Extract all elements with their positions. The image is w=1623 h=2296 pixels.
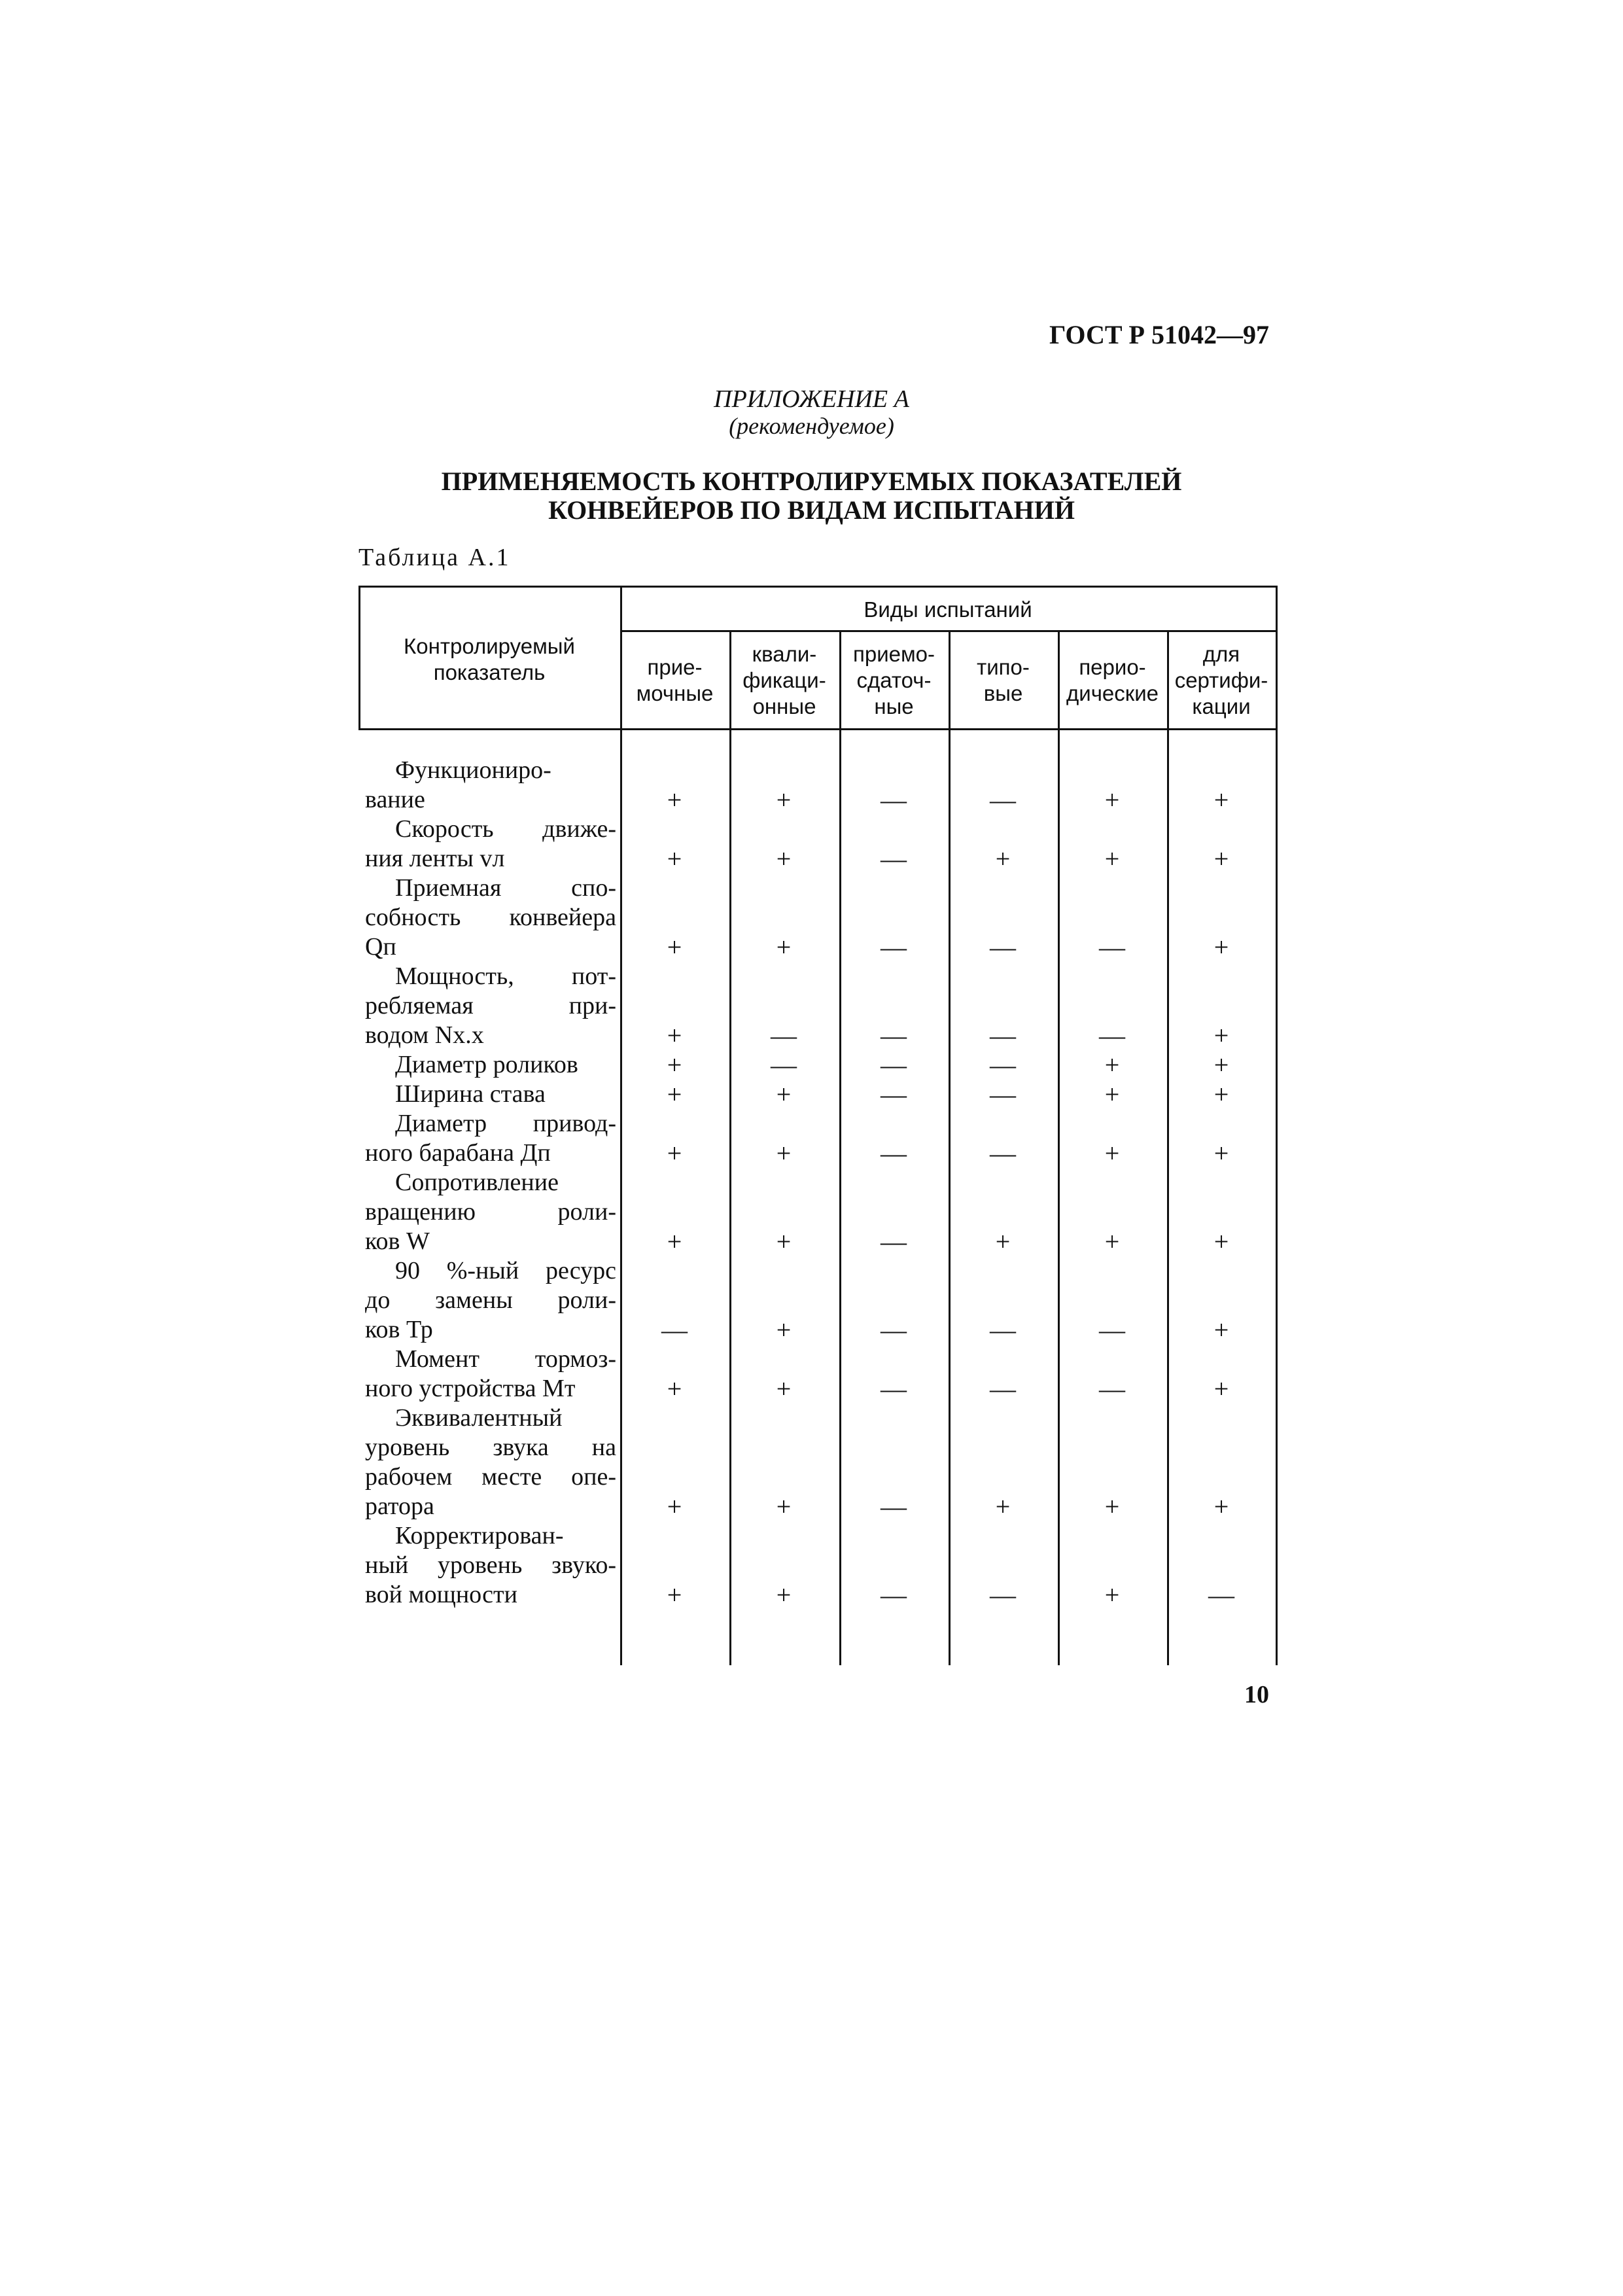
indicator-text-line: водом Nх.х [365, 1021, 484, 1049]
plus-mark: + [1213, 785, 1229, 815]
table-row-indicator [365, 962, 616, 1050]
indicator-text-line: ный уровень звуко- [365, 1551, 616, 1579]
document-id: ГОСТ Р 51042—97 [1049, 320, 1269, 349]
dash-mark: — [771, 1050, 797, 1080]
dash-mark: — [881, 785, 907, 815]
column-header [949, 654, 1058, 707]
plus-mark: + [1104, 785, 1120, 815]
column-header-line: вые [983, 681, 1023, 705]
indicator-text-line: вращению роли- [365, 1198, 616, 1226]
column-header [729, 641, 839, 720]
table-label: Таблица А.1 [358, 544, 511, 571]
indicator-text-line: рабочем месте опе- [365, 1463, 616, 1491]
plus-mark: + [667, 1139, 682, 1168]
indicator-text-line: Функциониро- [395, 756, 551, 784]
plus-mark: + [995, 1227, 1011, 1256]
dash-mark: — [1099, 1021, 1125, 1050]
plus-mark: + [776, 1492, 792, 1521]
indicator-text-line: вой мощности [365, 1581, 517, 1608]
dash-mark: — [990, 785, 1016, 815]
plus-mark: + [776, 1315, 792, 1345]
plus-mark: + [1104, 1580, 1120, 1610]
plus-mark: + [667, 1227, 682, 1256]
indicator-text-line: вание [365, 786, 425, 813]
plus-mark: + [1213, 1315, 1229, 1345]
dash-mark: — [990, 932, 1016, 962]
indicator-text-line: Диаметр роликов [395, 1051, 578, 1078]
table-row-indicator [365, 1080, 616, 1109]
plus-mark: + [1104, 1227, 1120, 1256]
dash-mark: — [881, 1080, 907, 1109]
plus-mark: + [1104, 1139, 1120, 1168]
table-right-border [1276, 586, 1278, 1665]
appendix-title: ПРИЛОЖЕНИЕ А [714, 385, 909, 413]
plus-mark: + [667, 1080, 682, 1109]
indicator-text-line: ков Тр [365, 1316, 433, 1343]
indicator-text-line: ния ленты vл [365, 845, 505, 872]
plus-mark: + [1213, 1080, 1229, 1109]
indicator-text-line: ков W [365, 1227, 430, 1255]
plus-mark: + [667, 844, 682, 874]
indicator-text-line: Корректирован- [395, 1522, 564, 1549]
indicator-text-line: Qп [365, 933, 396, 961]
dash-mark: — [881, 1580, 907, 1610]
column-header-line: кации [1192, 694, 1251, 718]
dash-mark: — [881, 1021, 907, 1050]
column-header [839, 641, 949, 720]
section-heading-line-1: ПРИМЕНЯЕМОСТЬ КОНТРОЛИРУЕМЫХ ПОКАЗАТЕЛЕЙ [441, 467, 1182, 496]
indicator-text-line: Момент тормоз- [395, 1345, 616, 1373]
table-row-indicator [365, 1256, 616, 1345]
table-row-indicator [365, 1168, 616, 1256]
column-header-line: приемо- [852, 642, 935, 666]
dash-mark: — [1208, 1580, 1234, 1610]
dash-mark: — [881, 1374, 907, 1404]
column-header-line: типо- [977, 655, 1030, 679]
plus-mark: + [1213, 1374, 1229, 1404]
table-row-indicator [365, 1521, 616, 1610]
plus-mark: + [667, 932, 682, 962]
table-header-bottom-border [358, 728, 1278, 730]
plus-mark: + [1104, 1492, 1120, 1521]
table-row-indicator [365, 1404, 616, 1521]
column-header [620, 654, 729, 707]
indicator-text-line: ного устройства Мт [365, 1375, 576, 1402]
plus-mark: + [776, 932, 792, 962]
test-types-group-header: Виды испытаний [864, 597, 1032, 622]
column-header-line: сертифи- [1174, 668, 1268, 692]
column-header-line: дические [1066, 681, 1159, 705]
plus-mark: + [667, 1492, 682, 1521]
indicator-text-line: Эквивалентный [395, 1404, 563, 1432]
plus-mark: + [776, 1080, 792, 1109]
indicator-text-line: Сопротивление [395, 1169, 559, 1196]
dash-mark: — [990, 1021, 1016, 1050]
appendix-subtitle: (рекомендуемое) [729, 413, 894, 439]
indicator-column-header [358, 633, 620, 686]
plus-mark: + [1104, 844, 1120, 874]
dash-mark: — [990, 1139, 1016, 1168]
column-header-line: фикаци- [742, 668, 826, 692]
plus-mark: + [995, 1492, 1011, 1521]
plus-mark: + [1213, 1050, 1229, 1080]
plus-mark: + [1213, 844, 1229, 874]
dash-mark: — [990, 1050, 1016, 1080]
dash-mark: — [881, 1492, 907, 1521]
plus-mark: + [667, 1050, 682, 1080]
indicator-text-line: ного барабана Дп [365, 1139, 551, 1167]
dash-mark: — [881, 1315, 907, 1345]
plus-mark: + [1213, 1139, 1229, 1168]
indicator-text-line: 90 %-ный ресурс [395, 1257, 616, 1284]
plus-mark: + [1213, 1227, 1229, 1256]
indicator-text-line: Приемная спо- [395, 874, 616, 902]
column-header-line: онные [752, 694, 816, 718]
indicator-text-line: Мощность, пот- [395, 963, 616, 990]
table-row-indicator [365, 756, 616, 815]
indicator-text-line: ребляемая при- [365, 992, 616, 1019]
plus-mark: + [667, 1021, 682, 1050]
section-heading-line-2: КОНВЕЙЕРОВ ПО ВИДАМ ИСПЫТАНИЙ [548, 495, 1075, 525]
indicator-header-line: показатель [433, 660, 546, 684]
dash-mark: — [881, 932, 907, 962]
indicator-text-line: ратора [365, 1492, 434, 1520]
dash-mark: — [661, 1315, 688, 1345]
dash-mark: — [1099, 1374, 1125, 1404]
plus-mark: + [1213, 1492, 1229, 1521]
table-row-indicator [365, 1345, 616, 1404]
table-row-indicator [365, 1109, 616, 1168]
dash-mark: — [1099, 1315, 1125, 1345]
table-top-border [358, 586, 1278, 588]
dash-mark: — [990, 1315, 1016, 1345]
column-header [1167, 641, 1276, 720]
dash-mark: — [771, 1021, 797, 1050]
dash-mark: — [881, 1227, 907, 1256]
column-header-line: прие- [647, 655, 703, 679]
dash-mark: — [990, 1580, 1016, 1610]
plus-mark: + [776, 785, 792, 815]
column-header [1058, 654, 1167, 707]
dash-mark: — [990, 1374, 1016, 1404]
plus-mark: + [1213, 1021, 1229, 1050]
page-number: 10 [1244, 1681, 1269, 1708]
indicator-text-line: до замены роли- [365, 1286, 616, 1314]
dash-mark: — [881, 844, 907, 874]
column-header-line: квали- [752, 642, 817, 666]
plus-mark: + [776, 1580, 792, 1610]
plus-mark: + [667, 785, 682, 815]
plus-mark: + [1104, 1050, 1120, 1080]
plus-mark: + [1104, 1080, 1120, 1109]
column-header-line: сдаточ- [856, 668, 932, 692]
dash-mark: — [990, 1080, 1016, 1109]
column-header-line: для [1202, 642, 1240, 666]
table-row-indicator [365, 874, 616, 962]
indicator-text-line: собность конвейера [365, 904, 616, 931]
table-row-indicator [365, 1050, 616, 1080]
column-header-line: перио- [1079, 655, 1146, 679]
indicator-text-line: Скорость движе- [395, 815, 616, 843]
dash-mark: — [1099, 932, 1125, 962]
plus-mark: + [776, 1227, 792, 1256]
plus-mark: + [667, 1580, 682, 1610]
plus-mark: + [776, 844, 792, 874]
plus-mark: + [995, 844, 1011, 874]
column-header-line: ные [874, 694, 914, 718]
dash-mark: — [881, 1050, 907, 1080]
plus-mark: + [1213, 932, 1229, 962]
table-row-indicator [365, 815, 616, 874]
indicator-text-line: Диаметр привод- [395, 1110, 616, 1137]
indicator-text-line: Ширина става [395, 1080, 546, 1108]
indicator-header-line: Контролируемый [404, 634, 575, 658]
plus-mark: + [776, 1139, 792, 1168]
plus-mark: + [776, 1374, 792, 1404]
indicator-text-line: уровень звука на [365, 1434, 616, 1461]
dash-mark: — [881, 1139, 907, 1168]
plus-mark: + [667, 1374, 682, 1404]
column-header-line: мочные [636, 681, 714, 705]
